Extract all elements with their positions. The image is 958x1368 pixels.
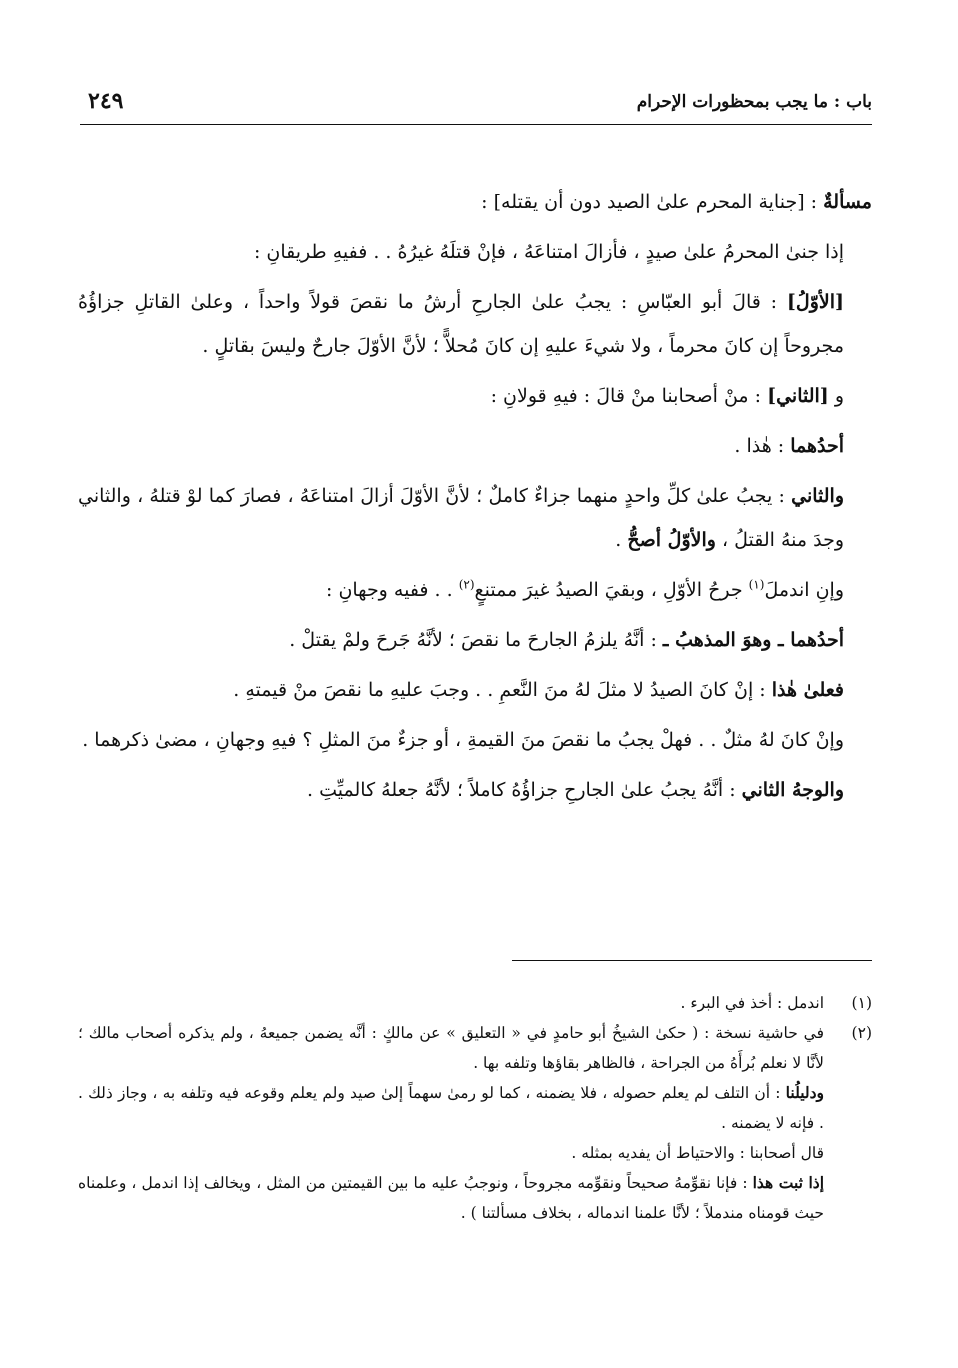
running-head: باب : ما يجب بمحظورات الإحرام <box>636 92 872 112</box>
consequence-text: : إنْ كانَ الصيدُ لا مثلَ لهُ منَ النَّعمِ . . وجبَ عليهِ ما نقصَ منْ قيمتهِ . <box>233 679 772 701</box>
main-text <box>78 180 872 818</box>
paragraph-second-aspect <box>78 768 872 812</box>
footnote-2-evidence-text: : أن التلف لم يعلم حصوله ، فلا يضمنه ، كما لو رمىٰ سهماً إلىٰ صيد ولم يعلم وقوعه فيه وتلفه به ، وجاز ذلك . . فإنه لا يضمنه . <box>78 1084 824 1132</box>
footnotes <box>78 988 872 1228</box>
consequence-label: فعلىٰ هٰذا <box>771 679 844 701</box>
footnote-2-proven-label: إذا ثبت هذا <box>752 1173 824 1192</box>
healing-text-a: وإنِ اندملَ <box>764 579 844 601</box>
paragraph-consequence <box>78 668 872 712</box>
paragraph-first-way <box>78 280 872 368</box>
footnote-2-proven-text: : فإنا نقوِّمهُ صحيحاً ونقوِّمه مجروحاً ، ونوجبُ عليه ما بين القيمتين من المثل ، ويخالف إذا اندمل ، وعلمناه حيث قومناه مندملاً ؛ لأنَّا علمنا اندماله ، بخلاف مسألتنا ) . <box>78 1174 824 1222</box>
healing-text-c: . . ففيه وجهانِ : <box>326 579 459 601</box>
footnote-2-line-1: في حاشية نسخة : ( حكىٰ الشيخُ أبو حامدٍ في « التعليق » عن مالكٍ : أنَّه يضمن جميعهُ ، ولم يذكره أصحاب مالك ؛ لأنَّا لا نعلم بُرأَهُ من الجراحة ، فالظاهر بقاؤها وتلفه بها . <box>78 1024 824 1072</box>
equivalent-text: وإنْ كانَ لهُ مثلٌ . . فهلْ يجبُ ما نقصَ منَ القيمةِ ، أو جزءٌ منَ المثلِ ؟ فيهِ وجهانِ ، مضىٰ ذكرهما . <box>82 729 844 751</box>
paragraph-intro <box>78 230 872 274</box>
paragraph-first-aspect <box>78 618 872 662</box>
second-way-prefix: و <box>828 385 844 407</box>
second-saying-end: . <box>615 529 628 551</box>
first-way-text: : قالَ أبو العبّاسِ : يجبُ علىٰ الجارحِ أرشُ ما نقصَ قولاً واحداً ، وعلىٰ القاتلِ جزاؤُهُ مجروحاً إن كانَ محرماً ، ولا شيءَ عليهِ إن كانَ مُحلاًّ ؛ لأنَّ الأوّلَ جارحٌ وليسَ بقاتلٍ . <box>78 291 844 357</box>
footnote-2-evidence-label: ودليلُنا <box>785 1083 824 1102</box>
masala-title: : [جناية المحرم علىٰ الصيد دون أن يقتله] : <box>481 191 824 213</box>
footnote-ref-2[interactable]: (٢) <box>458 577 475 592</box>
page-number: ٢٤٩ <box>88 88 124 114</box>
footnote-1-text: اندمل : أخذ في البرء . <box>680 994 824 1012</box>
second-aspect-text: : أنَّهُ يجبُ علىٰ الجارحِ جزاؤُهُ كاملاً ؛ لأنَّهُ جعلهُ كالميِّتِ . <box>307 779 742 801</box>
masala-label: مسألةٌ <box>823 191 872 213</box>
paragraph-masala <box>78 180 872 224</box>
second-saying-label: والثاني <box>791 485 844 507</box>
footnote-2-line-3: قال أصحابنا : والاحتياط أن يفديه بمثله . <box>571 1144 824 1162</box>
intro-text: إذا جنىٰ المحرمُ علىٰ صيدٍ ، فأزالَ امتناعَهُ ، فإنْ قتلَهُ غيرُهُ . . ففيهِ طريقانِ : <box>253 241 844 263</box>
second-aspect-label: والوجهُ الثاني <box>741 779 844 801</box>
paragraph-healing <box>78 568 872 612</box>
second-way-text: : منْ أصحابنا منْ قالَ : فيهِ قولانِ : <box>490 385 768 407</box>
paragraph-equivalent <box>78 718 872 762</box>
footnote-2 <box>78 1018 872 1228</box>
first-aspect-label: أحدُهما ـ وهوَ المذهبُ ـ <box>662 629 844 651</box>
first-saying-text: : هٰذا . <box>734 435 791 457</box>
first-aspect-text: : أنَّهُ يلزمُ الجارحَ ما نقصَ ؛ لأنَّهُ جَرحَ ولمْ يقتلْ . <box>289 629 663 651</box>
footnote-1-number: (١) <box>851 994 872 1012</box>
footnote-2-line-4 <box>78 1168 824 1228</box>
paragraph-first-saying <box>78 424 872 468</box>
footnote-ref-1[interactable]: (١) <box>748 577 765 592</box>
footnote-1 <box>78 988 872 1018</box>
healing-text-b: جرحُ الأوّلِ ، وبقيَ الصيدُ غيرَ ممتنعٍ <box>474 579 749 601</box>
second-saying-verdict: والأوّلُ أصحُّ <box>627 529 716 551</box>
first-saying-label: أحدُهما <box>790 435 844 457</box>
paragraph-second-way <box>78 374 872 418</box>
second-way-label: [الثاني] <box>767 385 829 407</box>
footnote-divider <box>512 960 872 961</box>
second-saying-text: : يجبُ علىٰ كلِّ واحدٍ منهما جزاءٌ كاملٌ ؛ لأنَّ الأوّلَ أزالَ امتناعَهُ ، فصارَ كما لوْ قتلهُ ، والثاني وجدَ منهُ القتلُ ، <box>78 485 844 551</box>
footnote-2-line-2 <box>78 1078 824 1138</box>
footnote-2-number: (٢) <box>851 1024 872 1042</box>
first-way-label: [الأوّلُ] <box>786 291 844 313</box>
page-header <box>80 84 872 125</box>
paragraph-second-saying <box>78 474 872 562</box>
